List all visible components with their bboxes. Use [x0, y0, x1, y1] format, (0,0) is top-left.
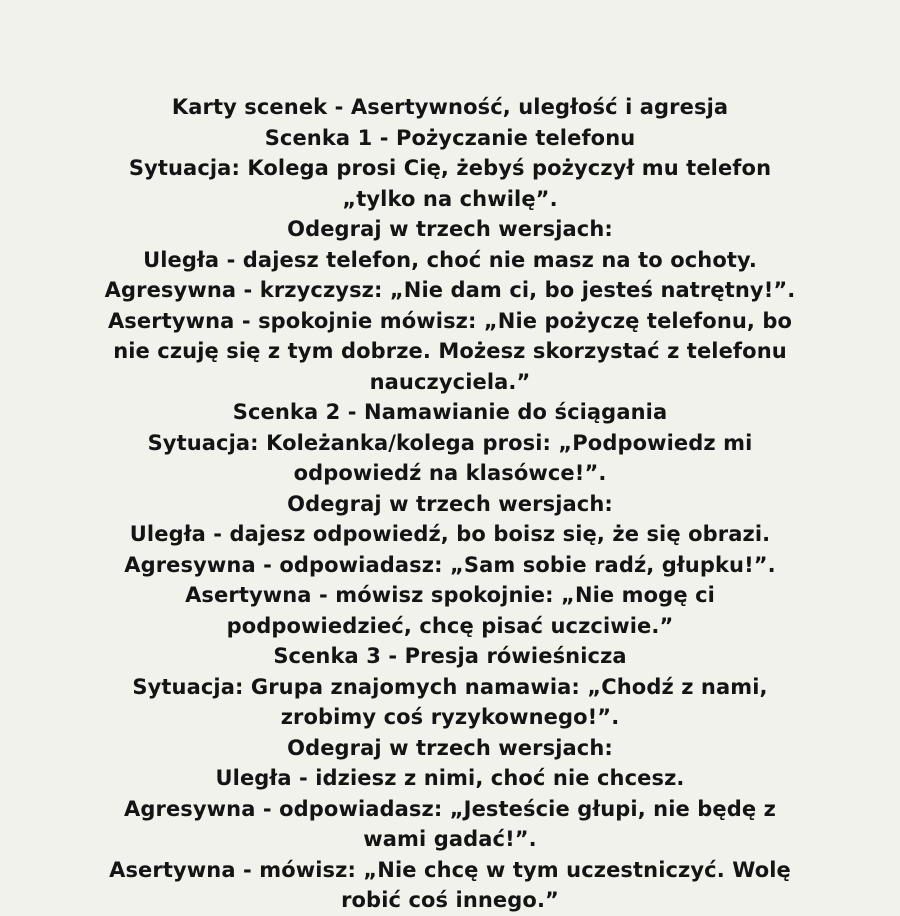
scene-2-situation-line: Sytuacja: Koleżanka/kolega prosi: „Podpowiedz mi [147, 430, 753, 455]
scene-3-version-assertive: Asertywna - mówisz: „Nie chcę w tym uczestniczyć. Wolę [109, 857, 791, 882]
scene-3-version-submissive: Uległa - idziesz z nimi, choć nie chcesz. [215, 766, 685, 790]
scene-1-situation-line: „tylko na chwilę”. [342, 186, 558, 211]
scene-1-heading: Scenka 1 - Pożyczanie telefonu [264, 125, 636, 150]
scene-1-version-aggressive: Agresywna - krzyczysz: „Nie dam ci, bo jesteś natrętny!”. [104, 278, 796, 302]
scene-2-version-aggressive: Agresywna - odpowiadasz: „Sam sobie radź, głupku!”. [124, 552, 776, 577]
scene-1-version-submissive: Uległa - dajesz telefon, choć nie masz na to ochoty. [143, 247, 757, 272]
scene-2-version-submissive: Uległa - dajesz odpowiedź, bo boisz się, że się obrazi. [129, 522, 771, 546]
scene-2-heading: Scenka 2 - Namawianie do ściągania [232, 400, 668, 424]
scene-3-version-aggressive: wami gadać!”. [363, 827, 537, 851]
scene-1-version-assertive: Asertywna - spokojnie mówisz: „Nie pożyczę telefonu, bo [107, 308, 793, 333]
scene-2-version-assertive: podpowiedzieć, chcę pisać uczciwie.” [226, 613, 674, 638]
scene-3-situation-line: zrobimy coś ryzykownego!”. [280, 705, 620, 729]
scene-3-situation-line: Sytuacja: Grupa znajomych namawia: „Chodź z nami, [132, 674, 768, 699]
scene-2-situation-line: odpowiedź na klasówce!”. [293, 461, 607, 485]
scene-2-version-assertive: Asertywna - mówisz spokojnie: „Nie mogę ci [185, 583, 715, 607]
scene-2-instruction: Odegraj w trzech wersjach: [287, 491, 613, 516]
scene-3-instruction: Odegraj w trzech wersjach: [287, 735, 613, 760]
scene-1-situation-line: Sytuacja: Kolega prosi Cię, żebyś pożyczył mu telefon [128, 156, 772, 180]
scene-3-heading: Scenka 3 - Presja rówieśnicza [273, 644, 627, 668]
scene-1-instruction: Odegraj w trzech wersjach: [287, 217, 613, 241]
scene-1-version-assertive: nie czuję się z tym dobrze. Możesz skorzystać z telefonu [113, 339, 787, 363]
scene-3-version-assertive: robić coś innego.” [341, 888, 559, 912]
document-title: Karty scenek - Asertywność, uległość i agresja [171, 95, 729, 119]
scene-1-version-assertive: nauczyciela.” [369, 369, 531, 394]
scene-3-version-aggressive: Agresywna - odpowiadasz: „Jesteście głupi, nie będę z [124, 796, 776, 821]
